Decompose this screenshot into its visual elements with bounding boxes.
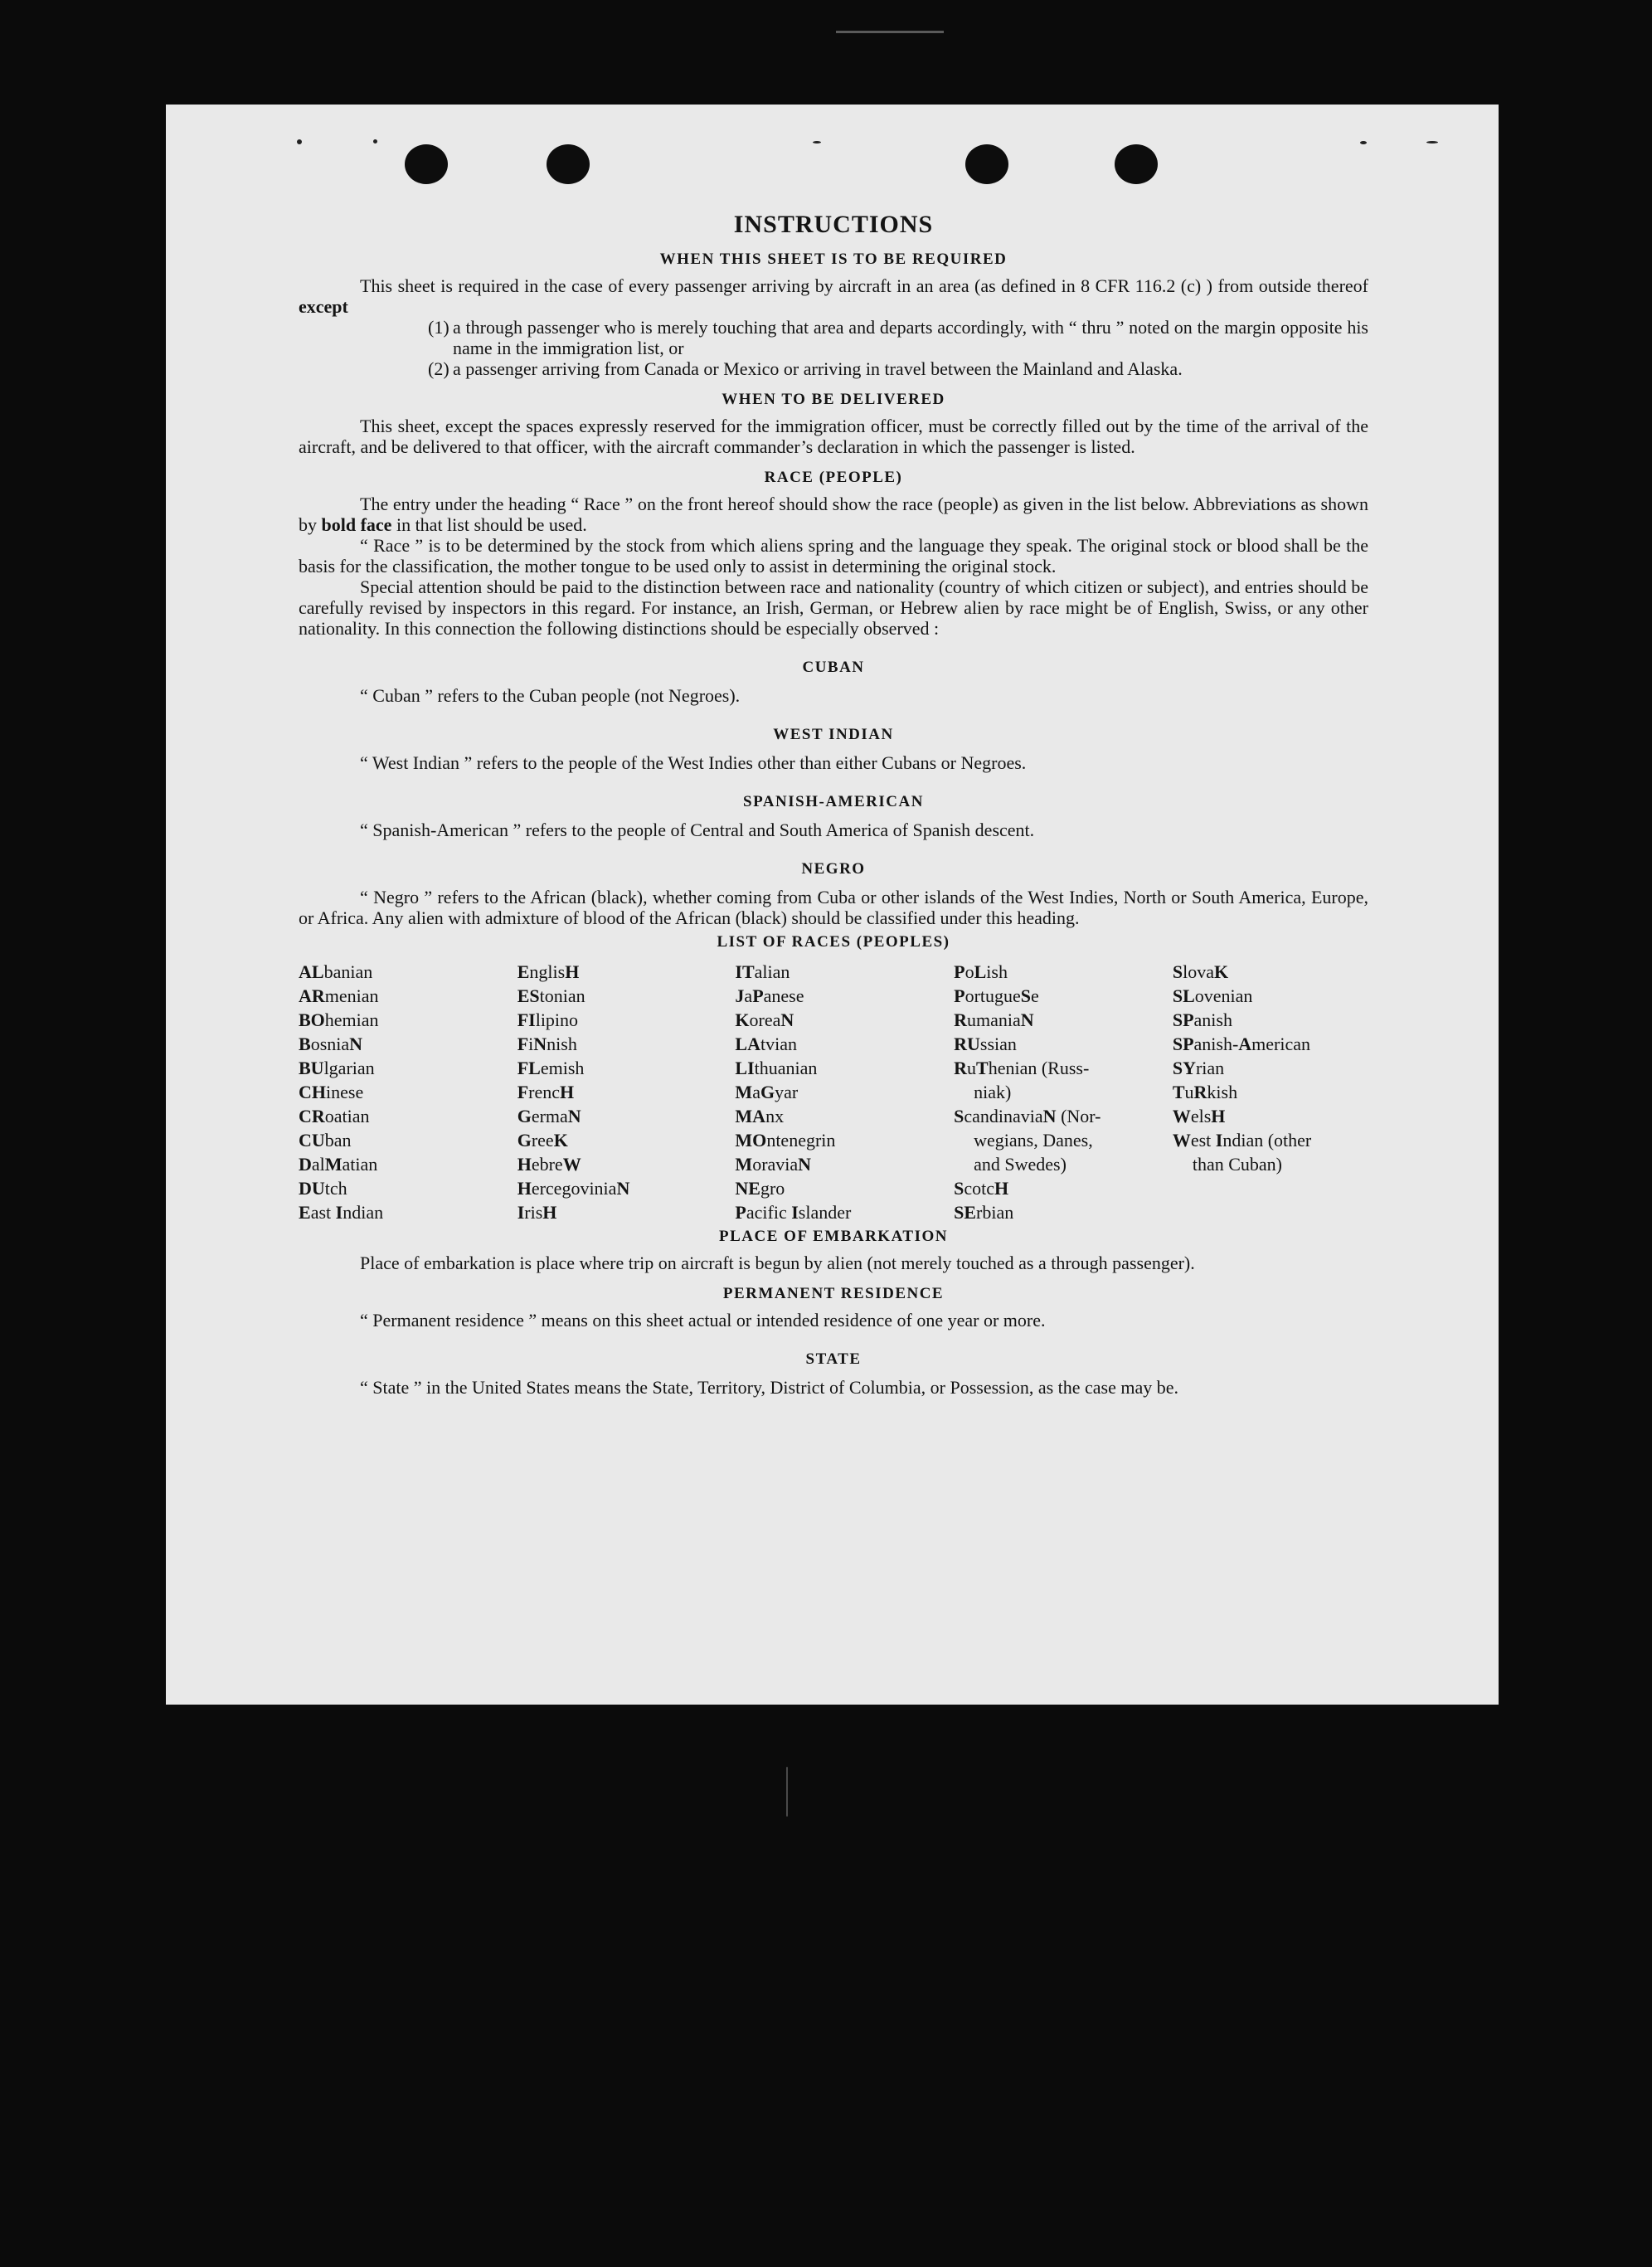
section-heading: WHEN THIS SHEET IS TO BE REQUIRED bbox=[659, 251, 1008, 268]
race-entry: PoLish bbox=[954, 961, 1008, 982]
race-entry: niak) bbox=[974, 1082, 1012, 1102]
race-entry: SPanish bbox=[1172, 1009, 1232, 1030]
race-entry: FLemish bbox=[517, 1058, 585, 1078]
race-entry: CUban bbox=[299, 1130, 352, 1151]
race-entry: IrisH bbox=[517, 1202, 557, 1223]
race-entry: BosniaN bbox=[299, 1034, 363, 1054]
race-entry: ScotcH bbox=[954, 1178, 1009, 1199]
paragraph: The entry under the heading “ Race ” on the front hereof should show the race (people) as given in the list below. Abbreviations as shown by bold face in that list should be used. bbox=[299, 494, 1368, 535]
race-entry: PortugueSe bbox=[954, 985, 1039, 1006]
race-entry: West Indian (other bbox=[1172, 1130, 1312, 1151]
races-column bbox=[1173, 960, 1368, 1224]
section-heading: STATE bbox=[805, 1350, 862, 1368]
race-entry: RumaniaN bbox=[954, 1009, 1034, 1030]
page-title: INSTRUCTIONS bbox=[733, 211, 934, 238]
definition-text: “ Spanish-American ” refers to the people of Central and South America of Spanish descent. bbox=[360, 820, 1035, 840]
race-entry: JaPanese bbox=[735, 985, 804, 1006]
race-entry: ITalian bbox=[735, 961, 790, 982]
definition-text: “ Cuban ” refers to the Cuban people (not Negroes). bbox=[360, 685, 741, 706]
section-heading: LIST OF RACES (PEOPLES) bbox=[717, 933, 950, 951]
section-heading: PERMANENT RESIDENCE bbox=[722, 1285, 945, 1302]
race-entry: NEgro bbox=[735, 1178, 785, 1199]
race-entry: FiNnish bbox=[517, 1034, 577, 1054]
section-heading: SPANISH-AMERICAN bbox=[743, 793, 924, 810]
race-entry: SLovenian bbox=[1172, 985, 1253, 1006]
race-entry: SErbian bbox=[954, 1202, 1014, 1223]
race-entry: East Indian bbox=[299, 1202, 384, 1223]
race-entry: DalMatian bbox=[299, 1154, 378, 1175]
speck bbox=[1426, 141, 1438, 144]
race-entry: HebreW bbox=[517, 1154, 581, 1175]
section-heading: WHEN TO BE DELIVERED bbox=[722, 391, 945, 408]
race-entry: TuRkish bbox=[1172, 1082, 1238, 1102]
race-entry: Pacific Islander bbox=[735, 1202, 852, 1223]
paragraph: “ Race ” is to be determined by the stock from which aliens spring and the language they speak. The original stock or blood shall be the basis for the classification, the mother tongue to be used only to assist in determining the original stock. bbox=[299, 535, 1368, 576]
races-column bbox=[735, 960, 954, 1224]
list-item: (1) a through passenger who is merely touching that area and departs accordingly, with “ thru ” noted on the margin opposite his name in the immigration list, or bbox=[428, 317, 1368, 358]
race-entry: MaGyar bbox=[735, 1082, 799, 1102]
race-entry: FIlipino bbox=[517, 1009, 579, 1030]
race-entry: SYrian bbox=[1172, 1058, 1225, 1078]
race-entry: wegians, Danes, bbox=[974, 1130, 1093, 1151]
race-entry: KoreaN bbox=[735, 1009, 794, 1030]
paragraph: “ Negro ” refers to the African (black), whether coming from Cuba or other islands of the West Indies, North or South America, Europe, or Africa. Any alien with admixture of blood of the African (black) should be classified under this heading. bbox=[299, 887, 1368, 928]
race-entry: GermaN bbox=[517, 1106, 581, 1126]
race-entry: MOntenegrin bbox=[735, 1130, 836, 1151]
speck bbox=[1360, 141, 1367, 144]
races-column bbox=[299, 960, 517, 1224]
race-entry: LIthuanian bbox=[735, 1058, 818, 1078]
speck bbox=[297, 139, 302, 144]
race-entry: SlovaK bbox=[1172, 961, 1229, 982]
race-entry: CHinese bbox=[299, 1082, 364, 1102]
instructions-content bbox=[299, 211, 1368, 1398]
speck bbox=[373, 139, 377, 144]
punch-hole bbox=[965, 144, 1008, 184]
race-entry: EStonian bbox=[517, 985, 585, 1006]
races-column bbox=[954, 960, 1173, 1224]
race-entry: SPanish-American bbox=[1172, 1034, 1311, 1054]
paragraph: Place of embarkation is place where trip on aircraft is begun by alien (not merely touched as a through passenger). bbox=[360, 1253, 1195, 1273]
film-scratch bbox=[786, 1767, 788, 1817]
paragraph: “ State ” in the United States means the State, Territory, District of Columbia, or Possession, as the case may be. bbox=[360, 1377, 1179, 1398]
race-entry: FrencH bbox=[517, 1082, 575, 1102]
race-entry: MAnx bbox=[735, 1106, 785, 1126]
section-heading: PLACE OF EMBARKATION bbox=[719, 1228, 948, 1245]
paragraph: This sheet is required in the case of every passenger arriving by aircraft in an area (as defined in 8 CFR 116.2 (c) ) from outside thereof except bbox=[299, 275, 1368, 317]
races-list bbox=[299, 960, 1368, 1224]
film-edge-line bbox=[836, 31, 944, 33]
definition-text: “ West Indian ” refers to the people of the West Indies other than either Cubans or Negroes. bbox=[360, 752, 1027, 773]
race-entry: and Swedes) bbox=[974, 1154, 1067, 1175]
race-entry: GreeK bbox=[517, 1130, 568, 1151]
race-entry: EnglisH bbox=[517, 961, 580, 982]
races-column bbox=[517, 960, 736, 1224]
race-entry: ScandinaviaN (Nor- bbox=[954, 1106, 1101, 1126]
race-entry: BUlgarian bbox=[299, 1058, 375, 1078]
punch-hole bbox=[1115, 144, 1158, 184]
race-entry: CRoatian bbox=[299, 1106, 370, 1126]
section-heading: CUBAN bbox=[802, 659, 865, 676]
punch-hole bbox=[547, 144, 590, 184]
race-entry: MoraviaN bbox=[735, 1154, 812, 1175]
list-item: (2) a passenger arriving from Canada or Mexico or arriving in travel between the Mainland and Alaska. bbox=[428, 358, 1183, 379]
speck bbox=[813, 141, 821, 144]
race-entry: ALbanian bbox=[299, 961, 373, 982]
race-entry: DUtch bbox=[299, 1178, 347, 1199]
race-entry: LAtvian bbox=[735, 1034, 797, 1054]
paragraph: Special attention should be paid to the distinction between race and nationality (country of which citizen or subject), and entries should be carefully revised by inspectors in this regard. For instance, an Irish, German, or Hebrew alien by race might be of English, Swiss, or any other nationality. In this connection the following distinctions should be especially observed : bbox=[299, 576, 1368, 639]
paragraph: This sheet, except the spaces expressly reserved for the immigration officer, must be correctly filled out by the time of the arrival of the aircraft, and be delivered to that officer, with the aircraft commander’s declaration in which the passenger is listed. bbox=[299, 416, 1368, 457]
race-entry: ARmenian bbox=[299, 985, 379, 1006]
punch-hole bbox=[405, 144, 448, 184]
definition-text: “ Permanent residence ” means on this sheet actual or intended residence of one year or more. bbox=[360, 1310, 1046, 1331]
section-heading: NEGRO bbox=[801, 860, 866, 878]
race-entry: HercegoviniaN bbox=[517, 1178, 630, 1199]
race-entry: WelsH bbox=[1172, 1106, 1226, 1126]
race-entry: than Cuban) bbox=[1192, 1154, 1282, 1175]
section-heading: RACE (PEOPLE) bbox=[764, 469, 903, 486]
race-entry: RuThenian (Russ- bbox=[954, 1058, 1090, 1078]
race-entry: BOhemian bbox=[299, 1009, 379, 1030]
section-heading: WEST INDIAN bbox=[773, 726, 894, 743]
race-entry: RUssian bbox=[954, 1034, 1017, 1054]
document-page bbox=[166, 105, 1499, 1705]
